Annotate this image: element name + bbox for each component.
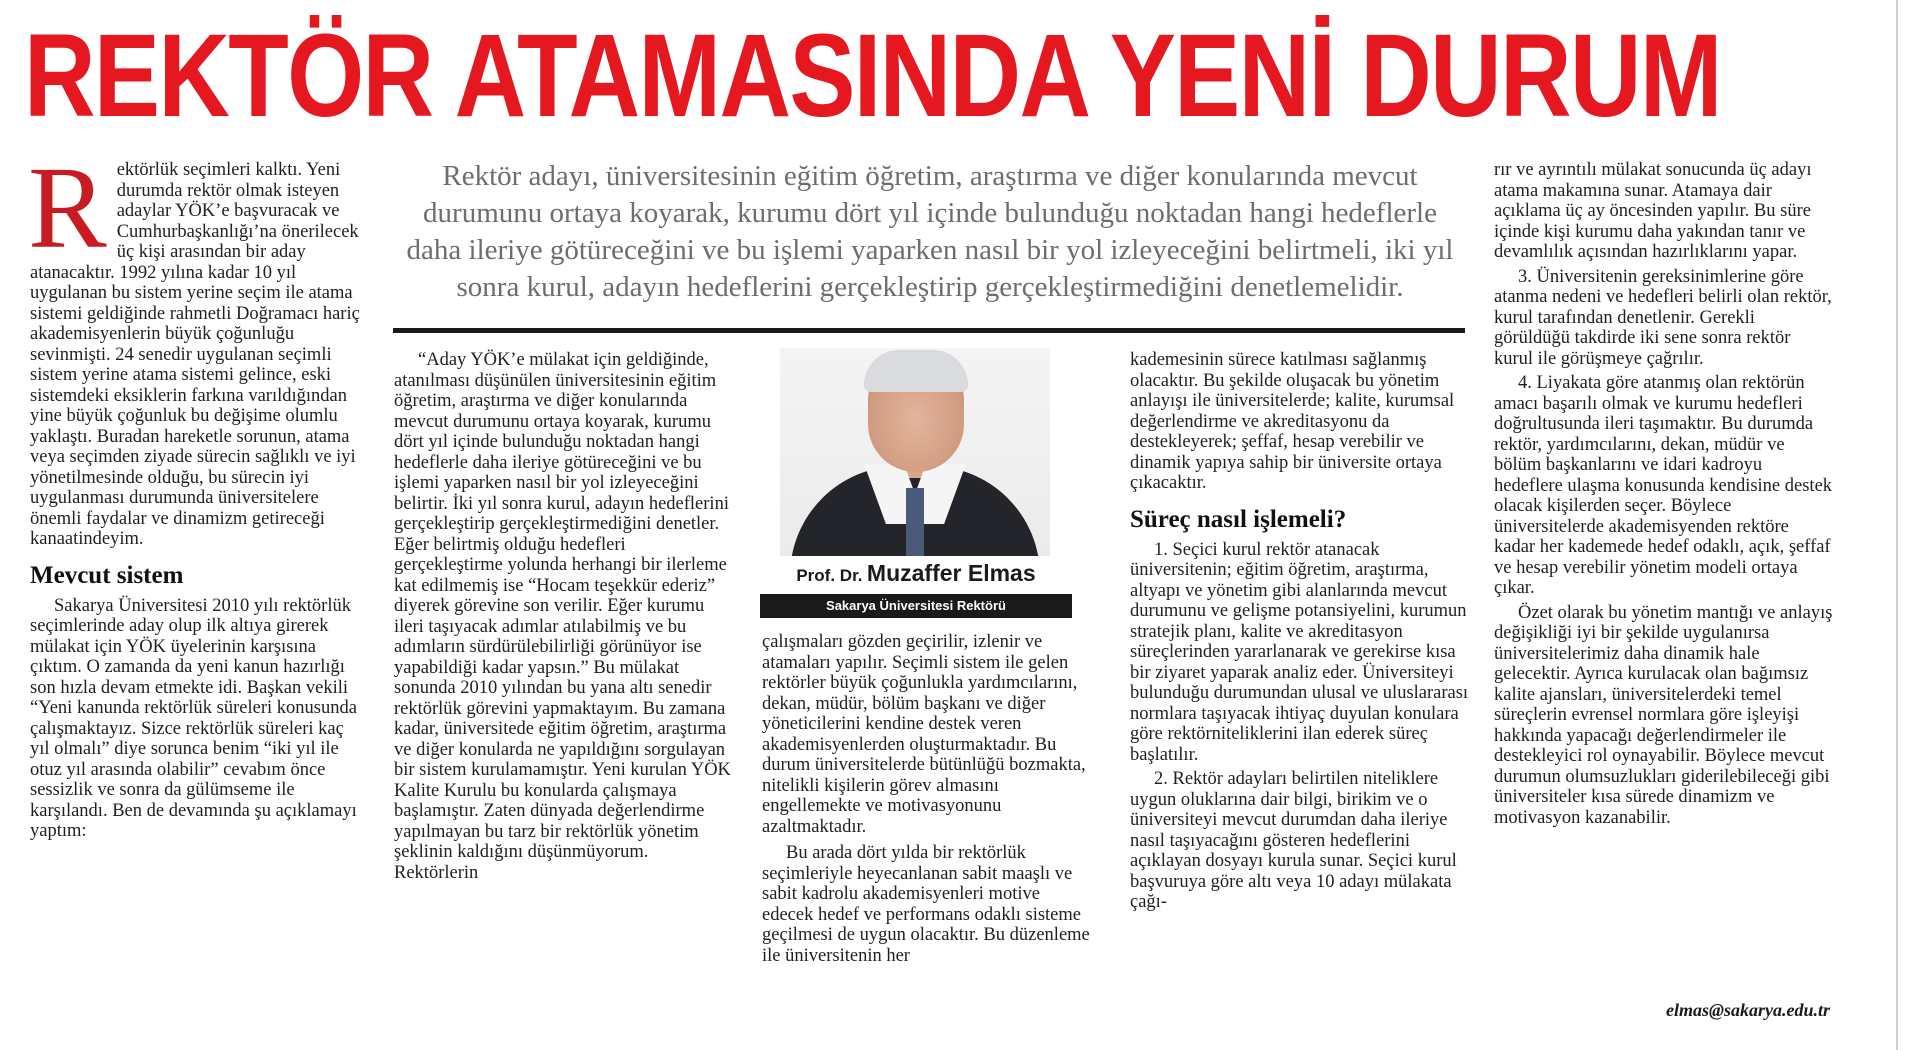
author-photo: [780, 348, 1050, 556]
col3-paragraph-2: Bu arada dört yılda bir rektörlük seçimleriyle heyecanlanan sabit maaşlı ve sabit kadrolu akademisyenleri motive edecek hedef ve performans odaklı sisteme geçilmesi de uygun olacaktır. Bu düzenleme ile üniversitenin her: [762, 843, 1090, 966]
pull-quote-rule: [393, 328, 1465, 333]
author-byline: [760, 560, 1072, 587]
headline: REKTÖR ATAMASINDA YENİ DURUM: [24, 10, 1721, 142]
page-edge-rule: [1896, 0, 1898, 1050]
col4-paragraph-2: 1. Seçici kurul rektör atanacak üniversitenin; eğitim öğretim, araştırma, altyapı ve yönetim gibi alanlarında mevcut durumunu ve gelişme potansiyelini, kurumun stratejik planı, kalite ve akreditasyon süreçlerinden yararlanarak ve gerekirse kısa bir ziyaret yaparak analiz eder. Üniversiteyi bulunduğu durumundan ulusal ve uluslararası normlara taşıyacak ihtiyaç duyulan konulara göre rektörniteliklerini ilan ederek süreç başlatılır.: [1130, 539, 1469, 765]
column-5: [1494, 160, 1834, 828]
col1-body: Sakarya Üniversitesi 2010 yılı rektörlük seçimlerinde aday olup ilk altıya girerek mülakat için YÖK üyelerinin karşısına çıktım. O zamanda da yeni kanun hazırlığı son hızla devam etmekte idi. Başkan vekili “Yeni kanunda rektörlük süreleri konusunda çalışmaktayız. Sizce rektörlük süreleri kaç yıl olmalı” diye sorunca benim “iki yıl ile otuz yıl arasında olabilir” cevabım önce sessizlik ve sonra da gülümseme ile karşılandı. Ben de devamında şu açıklamayı yaptım:: [30, 595, 357, 841]
col2-body: “Aday YÖK’e mülakat için geldiğinde, atanılması düşünülen üniversitesinin eğitim öğretim, araştırma ve diğer konularında mevcut durumunu ortaya koyarak, kurumu dört yıl içinde bulunduğu noktadan hangi hedeflerle daha ileriye götüreceğini ve bu işlemi yaparken nasıl bir yol izleyeceğini belirtir. İki yıl sonra kurul, adayın hedeflerini gerçekleştirip gerçekleştirmediğini denetler. Eğer belirtmiş olduğu hedefleri gerçekleştirme yolunda herhangi bir ilerleme kat edilmemiş ise “Hocam teşekkür ederiz” diyerek görevine son verilir. Eğer kurumu ileri taşıyacak adımlar atılabilmiş ve bu adımların sürdürülebilirliği görünüyor ise yapabildiği kadar yapsın.” Bu mülakat sonunda 2010 yılından bu yana altı senedir rektörlük görevini yapmaktayım. Bu zamana kadar, üniversitede eğitim öğretim, araştırma ve diğer konularda ne yapıldığını sorgulayan bir sistem kurulamamıştır. Yeni kurulan YÖK Kalite Kurulu bu konularda çalışmaya başlamıştır. Zaten dünyada değerlendirme yapılmayan bu tarz bir rektörlük yönetim şeklinin kaldığını düşünmüyorum. Rektörlerin: [394, 350, 731, 883]
column-4: [1130, 350, 1470, 913]
section-heading-surec: Süreç nasıl işlemeli?: [1130, 505, 1347, 533]
photo-tie: [906, 488, 924, 556]
author-title: Prof. Dr.: [796, 566, 863, 585]
dropcap: R: [28, 142, 107, 273]
col5-paragraph-2: 3. Üniversitenin gereksinimlerine göre atanma nedeni ve hedefleri belirli olan rektör, kurul tarafından denetlenir. Gerekli görüldüğü takdirde iki sene sonra rektör kurul ile görüşmeye çağrılır.: [1494, 266, 1832, 369]
intro-text: ektörlük seçimleri kalktı. Yeni durumda rektör olmak isteyen adaylar YÖK’e başvuracak ve Cumhurbaşkanlığı’na önerilecek üç kişi arasından bir aday atanacaktır. 1992 yılına kadar 10 yıl uygulanan bu sistem yerine seçim ile atama sistemi geldiğinde rahmetli Doğramacı hariç akademisyenlerin büyük çoğunluğu sevinmişti. 24 senedir uygulanan seçimli sistem yerine atama sistemi gelince, eski sistemdeki eksiklerin farkına varıldığından yine büyük çoğunluk bu değişime olumlu yaklaştı. Buradan hareketle sorunun, atama veya seçimden ziyade sürecin sağlıklı ve iyi yönetilmesinde olduğu, bu sürecin iyi uygulanması durumunda üniversitelere önemli faydalar ve dinamizm getireceği kanaatindeyim.: [30, 160, 360, 549]
author-name: Muzaffer Elmas: [866, 560, 1036, 586]
col5-paragraph-4: Özet olarak bu yönetim mantığı ve anlayış değişikliği iyi bir şekilde uygulanırsa üniversitelerimiz daha dinamik hale gelecektir. Ayrıca kurulacak olan bağımsız kalite ajansları, üniversitelerdeki temel süreçlerin evrensel normlara göre işleyişi hakkında yapacağı değerlendirmeler ile destekleyici rol oynayabilir. Böylece mevcut durumun olumsuzlukları giderilebileceği gibi üniversiteler kısa sürede dinamizm ve motivasyon kazanabilir.: [1494, 602, 1833, 828]
column-1: [28, 142, 366, 842]
col4-paragraph-1: kademesinin sürece katılması sağlanmış olacaktır. Bu şekilde oluşacak bu yönetim anlayışı ile üniversitelerde; kalite, kurumsal değerlendirme ve akreditasyonu da destekleyerek; şeffaf, hesap verebilir ve dinamik yapıya sahip bir üniversite ortaya çıkacaktır.: [1130, 350, 1455, 493]
photo-hair: [864, 350, 968, 392]
author-role: Sakarya Üniversitesi Rektörü: [760, 594, 1072, 618]
column-3: [762, 632, 1092, 966]
col5-paragraph-1: rır ve ayrıntılı mülakat sonucunda üç adayı atama makamına sunar. Atamaya dair açıklama üç ay öncesinden yapılır. Bu süre içinde kişi kurumu daha yakından tanır ve devamlılık açısından hazırlıklarını yapar.: [1494, 160, 1812, 262]
pull-quote: Rektör adayı, üniversitesinin eğitim öğretim, araştırma ve diğer konularında mevcut durumunu ortaya koyarak, kurumu dört yıl içinde bulunduğu noktadan hangi hedeflerle daha ileriye götüreceğini ve bu işlemi yaparken nasıl bir yol izleyeceğini belirtmeli, iki yıl sonra kurul, adayın hedeflerini gerçekleştirip gerçekleştirmediğini denetlemelidir.: [406, 160, 1454, 303]
author-email[interactable]: elmas@sakarya.edu.tr: [1666, 1000, 1830, 1020]
col5-paragraph-3: 4. Liyakata göre atanmış olan rektörün amacı başarılı olmak ve kurumu hedefleri doğrultusunda ileri taşımaktır. Bu durumda rektör, yardımcılarını, dekan, müdür ve bölüm başkanlarını ve idari kadroyu hedeflere ulaşma konusunda kendisine destek olacak kişilerden seçer. Böylece üniversitelerde akademisyenden rektöre kadar her kademede hedef odaklı, açık, şeffaf ve hesap verebilir yönetim modeli ortaya çıkar.: [1494, 373, 1833, 598]
column-2: [394, 350, 734, 883]
col4-paragraph-3: 2. Rektör adayları belirtilen niteliklere uygun oluklarına dair bilgi, birikim ve o üniversiteyi mevcut durumdan daha ileriye nasıl taşıyacağını gösteren hedeflerini açıklayan dosyayı kurula sunar. Seçici kurul başvuruya göre altı veya 10 adayı mülakata çağı-: [1130, 769, 1457, 912]
intro-paragraph: [28, 142, 366, 550]
section-heading-mevcut-sistem: Mevcut sistem: [30, 561, 184, 589]
col3-paragraph-1: çalışmaları gözden geçirilir, izlenir ve atamaları yapılır. Seçimli sistem ile gelen rektörler büyük çoğunlukla yardımcılarını, dekan, müdür, bölüm başkanı ve diğer yöneticilerini kendine destek veren akademisyenlerden oluşturmaktadır. Bu durum üniversitelerde bütünlüğü bozmakta, nitelikli kişilerin görev almasını engellemekte ve motivasyonunu azaltmaktadır.: [762, 632, 1086, 837]
